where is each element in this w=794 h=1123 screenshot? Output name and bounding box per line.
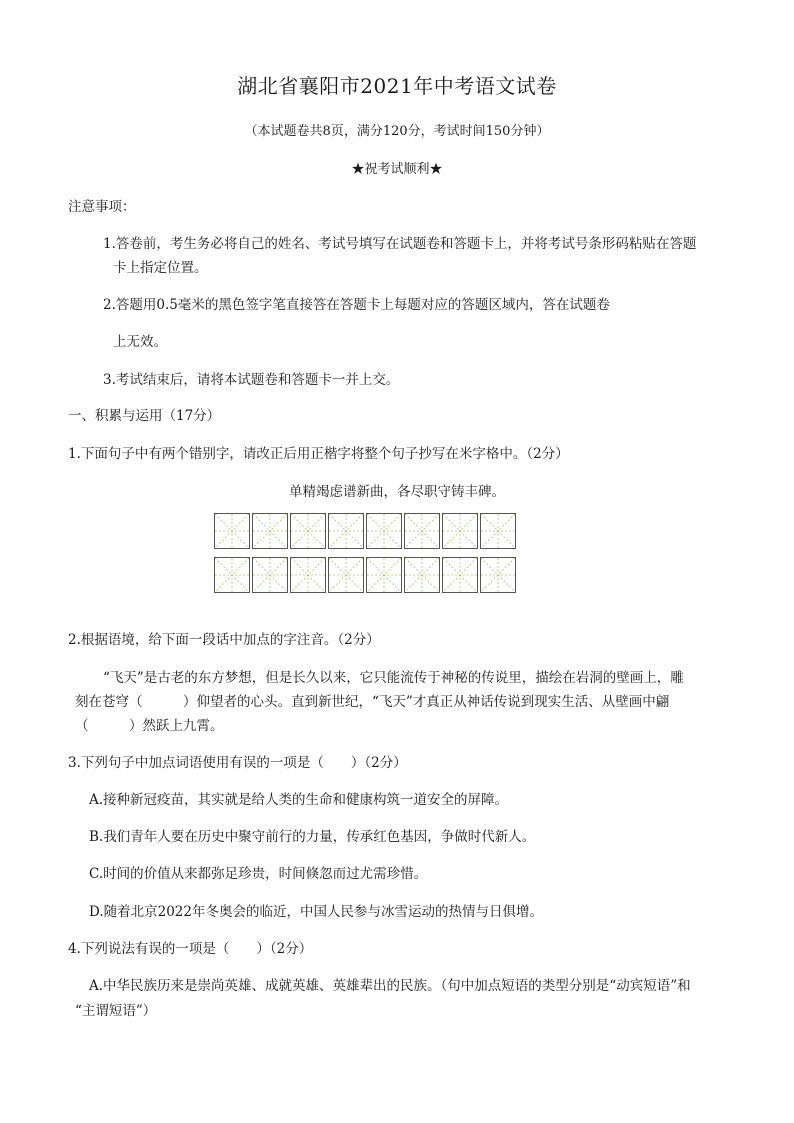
grid-row-2: [214, 557, 518, 593]
grid-cell: [442, 557, 478, 593]
question-3: 3.下列句子中加点词语使用有误的一项是（ ）（2分）: [68, 755, 407, 771]
grid-cell: [480, 513, 516, 549]
notice-item-2-line2: 上无效。: [113, 334, 167, 350]
question-3-option-a: A.接种新冠疫苗，其实就是给人类的生命和健康构筑一道安全的屏障。: [89, 792, 509, 808]
question-2-para-line1: “飞天”是古老的东方梦想，但是长久以来，它只能流传于神秘的传说里，描绘在岩洞的壁画上，雕: [103, 670, 684, 686]
question-3-option-d: D.随着北京2022年冬奥会的临近，中国人民参与冰雪运动的热情与日俱增。: [89, 904, 543, 920]
question-4-option-a-line1: A.中华民族历来是崇尚英雄、成就英雄、英雄辈出的民族。（句中加点短语的类型分别是“动宾短语”和: [89, 978, 691, 994]
notice-item-1-line1: 1.答卷前，考生务必将自己的姓名、考试号填写在试题卷和答题卡上，并将考试号条形码粘贴在答题: [103, 236, 697, 252]
grid-cell: [480, 557, 516, 593]
good-luck-line: ★祝考试顺利★: [351, 162, 443, 177]
question-1-sentence: 单精竭虑谱新曲，各尽职守铸丰碑。: [289, 484, 505, 500]
grid-cell: [252, 513, 288, 549]
grid-cell: [366, 513, 402, 549]
grid-cell: [404, 557, 440, 593]
section-heading: 一、积累与运用（17分）: [68, 408, 221, 424]
page-title: 湖北省襄阳市2021年中考语文试卷: [237, 74, 557, 98]
question-3-option-c: C.时间的价值从来都弥足珍贵，时间倏忽而过尤需珍惜。: [89, 866, 428, 882]
question-1: 1.下面句子中有两个错别字，请改正后用正楷字将整个句子抄写在米字格中。（2分）: [68, 446, 569, 462]
question-3-option-b: B.我们青年人要在历史中聚守前行的力量，传承红色基因，争做时代新人。: [89, 829, 536, 845]
notice-item-2-line1: 2.答题用0.5毫米的黑色签字笔直接答在答题卡上每题对应的答题区域内，答在试题卷: [103, 297, 610, 313]
question-4-option-a-line2: “主谓短语”）: [75, 1003, 157, 1019]
grid-cell: [214, 513, 250, 549]
question-2-para-line2: 刻在苍穹（ ）仰望者的心头。直到新世纪，“飞天”才真正从神话传说到现实生活、从壁画中翩: [75, 694, 670, 710]
grid-cell: [328, 557, 364, 593]
notice-item-1-line2: 卡上指定位置。: [113, 260, 208, 276]
grid-cell: [290, 557, 326, 593]
grid-cell: [404, 513, 440, 549]
notice-item-3: 3.考试结束后，请将本试题卷和答题卡一并上交。: [103, 372, 400, 388]
grid-cell: [366, 557, 402, 593]
exam-info: （本试题卷共8页，满分120分，考试时间150分钟）: [244, 124, 550, 139]
question-2: 2.根据语境，给下面一段话中加点的字注音。（2分）: [68, 632, 380, 648]
question-2-para-line3: （ ）然跃上九霄。: [75, 718, 224, 734]
grid-cell: [214, 557, 250, 593]
question-4: 4.下列说法有误的一项是（ ）（2分）: [68, 941, 313, 957]
grid-cell: [442, 513, 478, 549]
grid-row-1: [214, 513, 518, 549]
grid-cell: [290, 513, 326, 549]
grid-cell: [252, 557, 288, 593]
grid-cell: [328, 513, 364, 549]
notice-heading: 注意事项：: [68, 199, 136, 215]
